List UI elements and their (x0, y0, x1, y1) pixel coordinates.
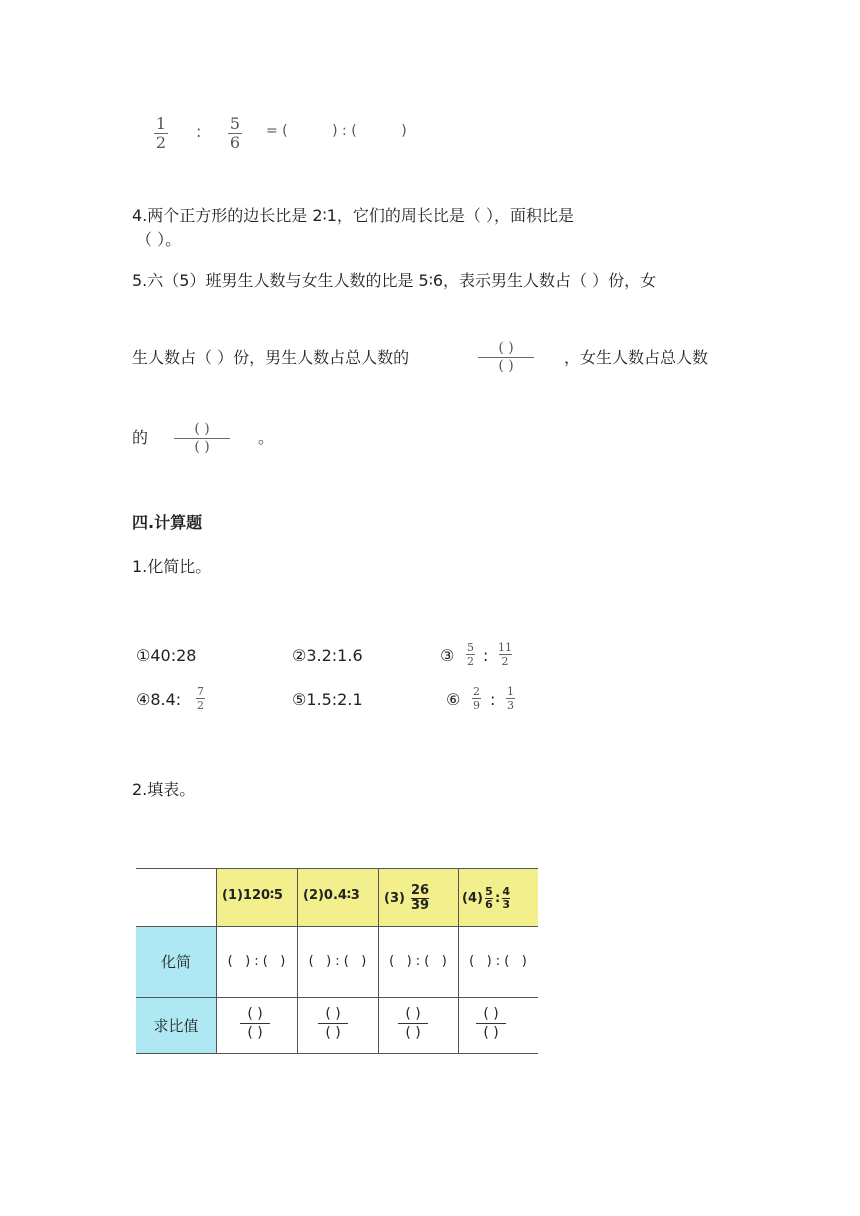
fraction-bar (318, 1023, 348, 1024)
fill-table (136, 868, 538, 1054)
colon: : (196, 122, 202, 141)
header-4-fraction-2 (502, 886, 510, 911)
header-4-fraction-1 (485, 886, 493, 911)
denominator: 9 (473, 699, 480, 712)
numerator: 5 (229, 114, 241, 133)
row-label-simplify: 化简 (160, 953, 191, 971)
item-5: ⑤1.5:2.1 (292, 690, 363, 709)
item-3-label: ③ (440, 646, 455, 665)
value-blank-1[interactable] (240, 1006, 270, 1041)
numerator: 4 (502, 884, 510, 898)
item-1: ①40:28 (136, 646, 197, 665)
question-5-line1: 5.六（5）班男生人数与女生人数的比是 5∶6，表示男生人数占（ ）份，女 (132, 271, 657, 290)
denominator: 2 (467, 655, 474, 668)
denominator-blank: ( ) (405, 1025, 421, 1041)
numerator-blank: ( ) (498, 340, 514, 356)
header-4-colon: : (494, 890, 501, 906)
header-4 (462, 878, 512, 918)
item-6-fraction-1 (472, 685, 481, 712)
fraction-bar (240, 1023, 270, 1024)
grid-line (136, 1053, 538, 1054)
numerator-blank: ( ) (483, 1006, 499, 1022)
denominator-blank: ( ) (247, 1025, 263, 1041)
item-3-fraction-1 (466, 641, 475, 668)
simplify-blank-2[interactable]: ( ) : ( ) (308, 954, 367, 969)
denominator-blank: ( ) (325, 1025, 341, 1041)
question-1-title: 1.化简比。 (132, 557, 212, 576)
denominator: 3 (502, 897, 510, 911)
numerator: 26 (410, 882, 430, 898)
denominator: 39 (410, 897, 430, 913)
denominator: 3 (507, 699, 514, 712)
denominator: 6 (485, 897, 493, 911)
fraction-bar (398, 1023, 428, 1024)
numerator: 11 (498, 641, 512, 654)
denominator: 2 (197, 699, 204, 712)
item-4-label: ④8.4: (136, 690, 182, 709)
question-4-line2: （ ）。 (136, 230, 182, 249)
question-5-line3-start: 的 (132, 428, 149, 447)
numerator: 7 (197, 685, 204, 698)
numerator-blank: ( ) (247, 1006, 263, 1022)
header-2: (2)0.4∶3 (303, 888, 360, 903)
grid-line (136, 868, 538, 869)
fraction-five-sixths (228, 115, 242, 152)
item-3-colon: : (483, 646, 489, 665)
numerator: 1 (155, 114, 167, 133)
header-4-label: (4) (462, 890, 483, 906)
denominator-blank: ( ) (498, 358, 514, 374)
denominator-blank: ( ) (194, 439, 210, 455)
denominator: 2 (501, 655, 509, 668)
item-6-colon: : (490, 690, 496, 709)
denominator: 2 (155, 133, 167, 152)
denominator-blank: ( ) (483, 1025, 499, 1041)
question-5-line2-end: ，女生人数占总人数 (564, 348, 709, 367)
item-6-fraction-2 (506, 685, 515, 712)
row-label-ratio-value: 求比值 (153, 1016, 199, 1035)
numerator: 2 (473, 685, 480, 698)
question-4-line1: 4.两个正方形的边长比是 2∶1，它们的周长比是（ ），面积比是 (132, 206, 574, 225)
item-4-fraction (196, 685, 205, 712)
header-3-label: (3) (384, 890, 405, 906)
blank-fraction-girls[interactable] (174, 421, 230, 456)
fraction-bar (476, 1023, 506, 1024)
numerator-blank: ( ) (405, 1006, 421, 1022)
value-blank-3[interactable] (398, 1006, 428, 1041)
simplify-blank-4[interactable]: ( ) : ( ) (469, 954, 527, 969)
question-5-line2-start: 生人数占（ ）份，男生人数占总人数的 (132, 348, 410, 367)
simplify-blank-3[interactable]: ( ) : ( ) (389, 954, 447, 969)
numerator: 5 (485, 884, 493, 898)
denominator: 6 (229, 133, 241, 152)
question-5-line3-end: 。 (258, 428, 275, 447)
item-2: ②3.2:1.6 (292, 646, 363, 665)
ratio-answer-blanks[interactable]: = ( ) : ( ) (266, 123, 407, 139)
blank-fraction-boys[interactable] (478, 340, 534, 375)
section-title: 四.计算题 (132, 513, 203, 532)
numerator-blank: ( ) (325, 1006, 341, 1022)
header-1: (1)120∶5 (222, 888, 283, 903)
numerator: 1 (507, 685, 514, 698)
numerator: 5 (467, 641, 474, 654)
numerator-blank: ( ) (194, 421, 210, 437)
fraction-one-half (154, 115, 168, 152)
value-blank-4[interactable] (476, 1006, 506, 1041)
question-2-title: 2.填表。 (132, 780, 196, 799)
item-3-fraction-2 (498, 641, 512, 668)
item-6-label: ⑥ (446, 690, 461, 709)
simplify-blank-1[interactable]: ( ) : ( ) (227, 954, 286, 969)
header-3 (384, 878, 431, 918)
header-3-fraction (411, 884, 429, 913)
value-blank-2[interactable] (318, 1006, 348, 1041)
